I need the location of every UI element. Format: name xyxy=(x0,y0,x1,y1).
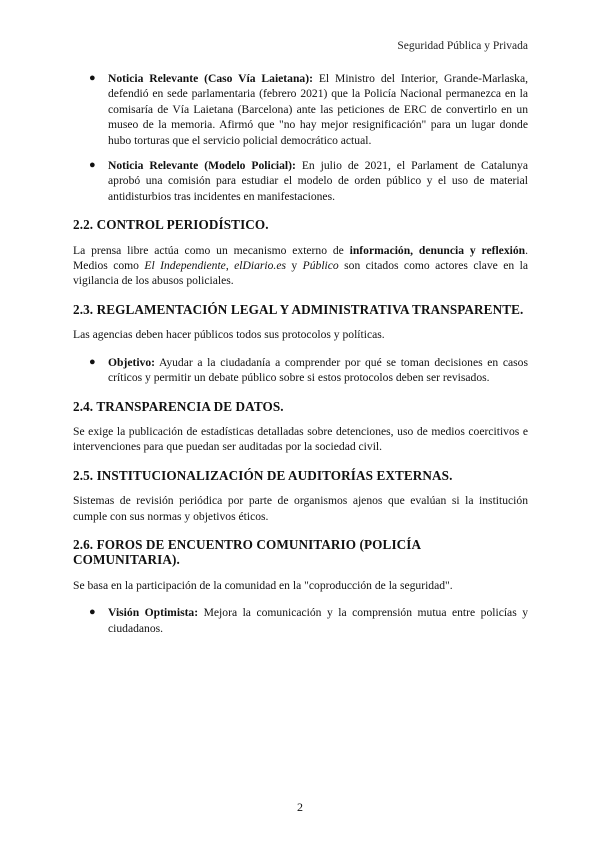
bullet-label: Noticia Relevante (Modelo Policial): xyxy=(108,159,296,173)
media-name: elDiario.es xyxy=(234,259,286,273)
bullet-text: El Ministro del Interior, Grande-Marlaska, defendió en sede parlamentaria (febrero 2021) que la Policía Nacional permanezca en la comisaría de Vía Laietana (Barcelona) ante las peticiones de ERC de convertirlo en un museo de la memoria. Afirmó que "no hay mejor resignificación" para un lugar donde hubo torturas que el servicio policial democrático actual. xyxy=(108,72,528,147)
media-name: Público xyxy=(302,259,339,273)
bullet-text: En julio de 2021, el Parlament de Catalunya aprobó una comisión para estudiar el modelo de orden público y el uso de material antidisturbios tras incidentes en manifestaciones. xyxy=(108,159,528,203)
paragraph: Se exige la publicación de estadísticas detalladas sobre detenciones, uso de medios coercitivos e intervenciones para que puedan ser auditadas por la sociedad civil. xyxy=(73,424,528,454)
bullet-label: Noticia Relevante (Caso Vía Laietana): xyxy=(108,72,313,85)
section-heading: 2.5. INSTITUCIONALIZACIÓN DE AUDITORÍAS EXTERNAS. xyxy=(73,467,453,483)
bullet-item xyxy=(73,355,528,386)
page-number: 2 xyxy=(297,800,303,814)
paragraph xyxy=(73,243,528,289)
text-run: y xyxy=(285,259,303,273)
text-run: son citados como actores clave en la vigilancia de los abusos policiales. xyxy=(73,259,528,288)
bullet-item xyxy=(73,71,528,148)
bullet-label: Objetivo: xyxy=(108,355,156,369)
bullet-item xyxy=(73,158,528,204)
paragraph: Sistemas de revisión periódica por parte de organismos ajenos que evalúan si la institución cumple con sus normas y objetivos éticos. xyxy=(73,494,528,523)
page-body xyxy=(73,71,528,645)
section-heading: 2.3. REGLAMENTACIÓN LEGAL Y ADMINISTRATIVA TRANSPARENTE. xyxy=(73,301,524,317)
bold-text: información, denuncia y reflexión xyxy=(349,243,526,257)
bullet-text: Ayudar a la ciudadanía a comprender por qué se toman decisiones en casos críticos y permitir un debate público sobre si estos protocolos deben ser revisados. xyxy=(108,355,528,385)
text-run: La prensa libre actúa como un mecanismo externo de xyxy=(73,243,350,257)
paragraph: Se basa en la participación de la comunidad en la "coproducción de la seguridad". xyxy=(73,578,453,592)
paragraph: Las agencias deben hacer públicos todos sus protocolos y políticas. xyxy=(73,328,385,342)
section-heading: 2.4. TRANSPARENCIA DE DATOS. xyxy=(73,398,284,414)
bullet-dot-icon: ● xyxy=(89,159,96,172)
section-heading: 2.2. CONTROL PERIODÍSTICO. xyxy=(73,217,269,233)
section-heading: 2.6. FOROS DE ENCUENTRO COMUNITARIO (POLICÍA COMUNITARIA). xyxy=(73,536,421,568)
text-run: . Medios como xyxy=(73,243,528,273)
bullet-label: Visión Optimista: xyxy=(108,606,199,620)
text-run: , xyxy=(225,259,235,273)
bullet-item xyxy=(73,605,528,636)
media-name: El Independiente xyxy=(144,259,226,273)
bullet-text: Mejora la comunicación y la comprensión mutua entre policías y ciudadanos. xyxy=(108,606,529,635)
bullet-dot-icon: ● xyxy=(89,355,96,368)
bullet-dot-icon: ● xyxy=(89,72,96,84)
running-header: Seguridad Pública y Privada xyxy=(397,40,528,52)
bullet-dot-icon: ● xyxy=(89,606,96,619)
